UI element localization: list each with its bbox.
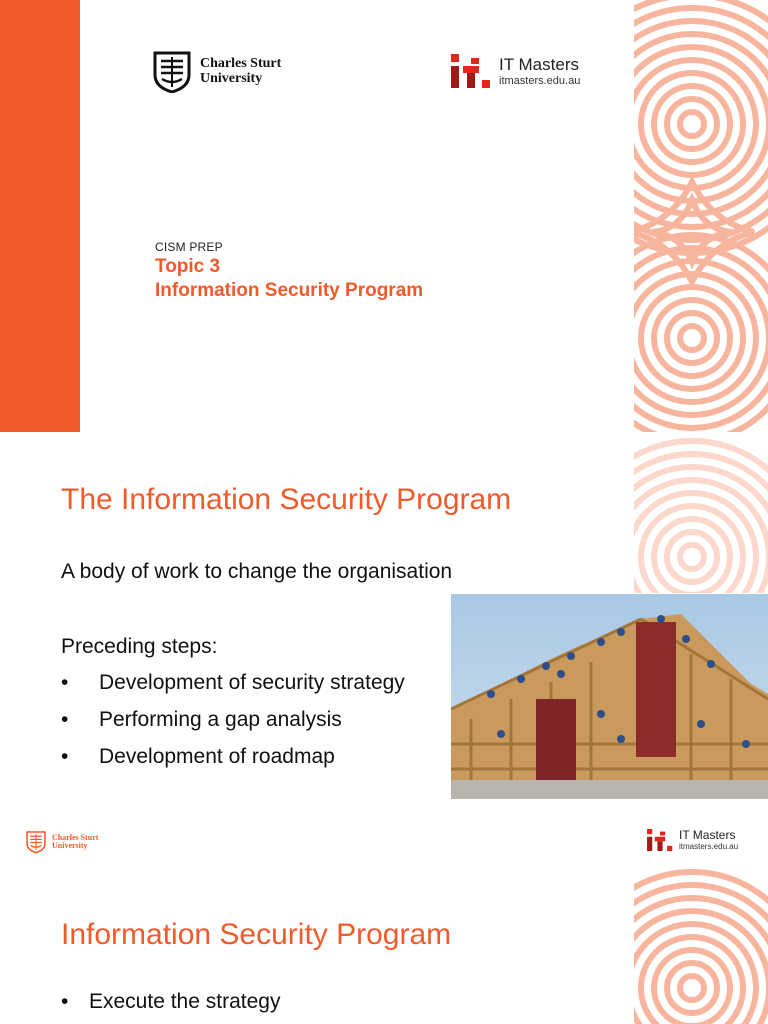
- preceding-steps-label: Preceding steps:: [61, 635, 218, 658]
- csu-crest-icon: [153, 51, 191, 93]
- program-execution-slide: [0, 800, 768, 1024]
- bullet: •: [61, 745, 69, 768]
- bullet-text: Execute the strategy: [89, 990, 281, 1013]
- bullet: •: [61, 990, 69, 1013]
- program-overview-slide: [0, 433, 768, 799]
- list-item: [61, 671, 405, 708]
- itmasters-url: itmasters.edu.au: [679, 842, 739, 851]
- slide-title: Information Security Program: [61, 918, 452, 951]
- bullet: •: [61, 708, 69, 731]
- csu-logo: [26, 830, 98, 854]
- csu-logo-line2: University: [200, 71, 263, 86]
- topic-number: Topic 3: [155, 256, 221, 277]
- itmasters-name: IT Masters: [679, 828, 736, 842]
- decorative-pattern: [634, 0, 768, 432]
- itmasters-logo: [451, 54, 580, 88]
- topic-title: Information Security Program: [155, 280, 424, 301]
- bullet: •: [61, 671, 69, 694]
- itmasters-logo: [647, 828, 738, 851]
- list-item: [61, 990, 280, 1014]
- csu-crest-icon: [26, 830, 46, 854]
- slide-title: The Information Security Program: [61, 483, 512, 516]
- itmasters-name: IT Masters: [499, 55, 579, 74]
- construction-photo: [451, 594, 768, 799]
- list-item: [61, 745, 405, 782]
- title-slide: [0, 0, 768, 432]
- step-text: Performing a gap analysis: [99, 708, 342, 731]
- step-text: Development of security strategy: [99, 671, 405, 694]
- decorative-pattern: [634, 433, 768, 593]
- course-kicker: CISM PREP: [155, 240, 223, 254]
- itmasters-mark-icon: [647, 829, 673, 851]
- csu-logo-line1: Charles Sturt: [52, 832, 99, 842]
- itmasters-mark-icon: [451, 54, 491, 88]
- decorative-pattern: [634, 864, 768, 1024]
- itmasters-url: itmasters.edu.au: [499, 75, 581, 87]
- csu-logo-line1: Charles Sturt: [200, 56, 282, 72]
- lead-text: A body of work to change the organisation: [61, 560, 453, 583]
- preceding-steps-list: [61, 671, 405, 782]
- step-text: Development of roadmap: [99, 745, 335, 768]
- csu-logo-line2: University: [52, 841, 88, 850]
- csu-logo: [153, 51, 281, 93]
- accent-bar: [0, 0, 80, 432]
- list-item: [61, 708, 405, 745]
